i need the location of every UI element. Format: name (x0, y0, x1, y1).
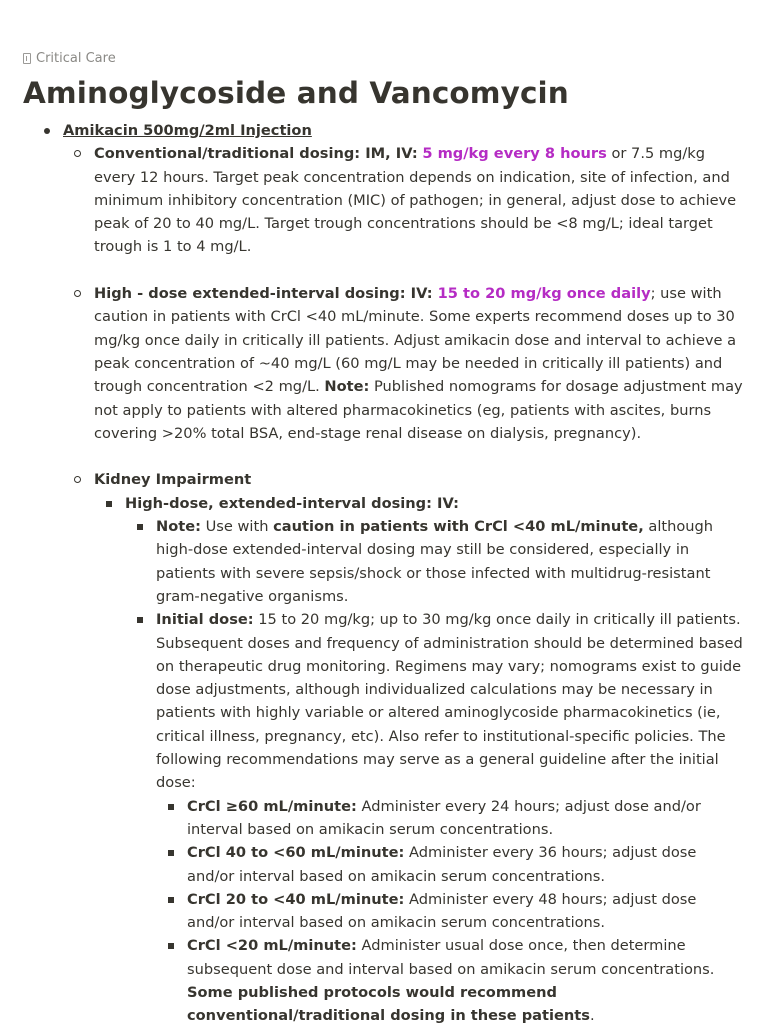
list-item-crcl (156, 934, 748, 1027)
crcl-text: Administer every 24 hours; adjust dose and/or interval based on amikacin serum concentrations. (187, 797, 701, 838)
crcl-text: Administer every 48 hours; adjust dose and/or interval based on amikacin serum concentrations. (187, 890, 697, 932)
list-item-conventional (63, 142, 748, 282)
list-item-crcl (156, 888, 748, 935)
kidney-heading: Kidney Impairment (94, 471, 252, 489)
high-dose-note-text: Published nomograms for dosage adjustment may not apply to patients with altered pharmacokinetics (eg, patients with ascites, burns covering >20% total BSA, end-stage renal disease on dialysis, pregnancy). (94, 378, 743, 442)
crcl-label: CrCl 40 to <60 mL/minute: (187, 844, 405, 862)
conventional-label: Conventional/traditional dosing: IM, IV: (94, 145, 418, 163)
initial-dose-text: 15 to 20 mg/kg; up to 30 mg/kg once daily in critically ill patients. Subsequent doses and frequency of administration should be determined based on therapeutic drug monitoring. Regimens may vary; nomograms exist to guide dose adjustments, although individualized calculations may be necessary in patients with highly variable or altered aminoglycoside pharmacokinetics (ie, critical illness, pregnancy, etc). Also refer to institutional-specific policies. The following recommendations may serve as a general guideline after the initial dose: (156, 611, 743, 792)
list-item-initial-dose (125, 608, 748, 1027)
crcl-label: CrCl <20 mL/minute: (187, 937, 357, 955)
page-content (23, 119, 748, 1028)
crcl-text: Administer usual dose once, then determine subsequent dose and interval based on amikacin serum concentrations. (187, 937, 715, 978)
crcl-end: . (589, 1007, 595, 1025)
list-item-crcl (156, 795, 748, 842)
conventional-dose-highlight: 5 mg/kg every 8 hours (422, 145, 607, 163)
high-dose-text: ; use with caution in patients with CrCl <40 mL/minute. Some experts recommend doses up to 30 mg/kg once daily in critically ill patients. Adjust amikacin dose and interval to achieve a peak concentration of ~40 mg/L (60 mg/L may be needed in critically ill patients) and trough concentration <2 mg/L. (94, 285, 737, 396)
kidney-note-pre: Use with (200, 518, 274, 536)
crcl-label: CrCl 20 to <40 mL/minute: (187, 890, 405, 908)
breadcrumb-label[interactable]: Critical Care (36, 51, 116, 66)
kidney-note-label: Note: (156, 518, 201, 536)
list-item-kidney-note (125, 515, 748, 608)
list-item-crcl (156, 841, 748, 888)
high-dose-note-label: Note: (324, 378, 370, 396)
list-item-kidney-sub (94, 492, 748, 1028)
high-dose-label: High - dose extended-interval dosing (94, 285, 400, 303)
high-dose-route: : IV: (399, 285, 438, 303)
list-item-kidney (63, 468, 748, 1027)
crcl-text: Administer every 36 hours; adjust dose and/or interval based on amikacin serum concentrations. (187, 844, 697, 885)
breadcrumb[interactable] (23, 51, 116, 66)
list-item-drug (23, 119, 748, 1028)
crcl-label: CrCl ≥60 mL/minute: (187, 797, 357, 815)
kidney-subheading: High-dose, extended-interval dosing: IV: (125, 494, 459, 512)
conventional-text: or 7.5 mg/kg every 12 hours. Target peak concentration depends on indication, site of infection, and minimum inhibitory concentration (MIC) of pathogen; in general, adjust dose to achieve peak of 20 to 40 mg/L. Target trough concentrations should be <8 mg/L; ideal target trough is 1 to 4 mg/L. (94, 145, 737, 256)
high-dose-highlight: 15 to 20 mg/kg once daily (437, 285, 651, 303)
kidney-note-bold: caution in patients with CrCl <40 mL/minute, (273, 518, 644, 536)
crcl-bold-tail: Some published protocols would recommend conventional/traditional dosing in these patients (187, 983, 590, 1025)
drug-name: Amikacin 500mg/2ml Injection (63, 122, 312, 139)
list-item-high-dose (63, 282, 748, 468)
kidney-note-text: although high-dose extended-interval dosing may still be considered, especially in patients with severe sepsis/shock or those infected with multidrug-resistant gram-negative organisms. (156, 518, 714, 605)
page-title: Aminoglycoside and Vancomycin (23, 76, 569, 110)
initial-dose-label: Initial dose: (156, 611, 254, 629)
page-icon (23, 53, 31, 64)
